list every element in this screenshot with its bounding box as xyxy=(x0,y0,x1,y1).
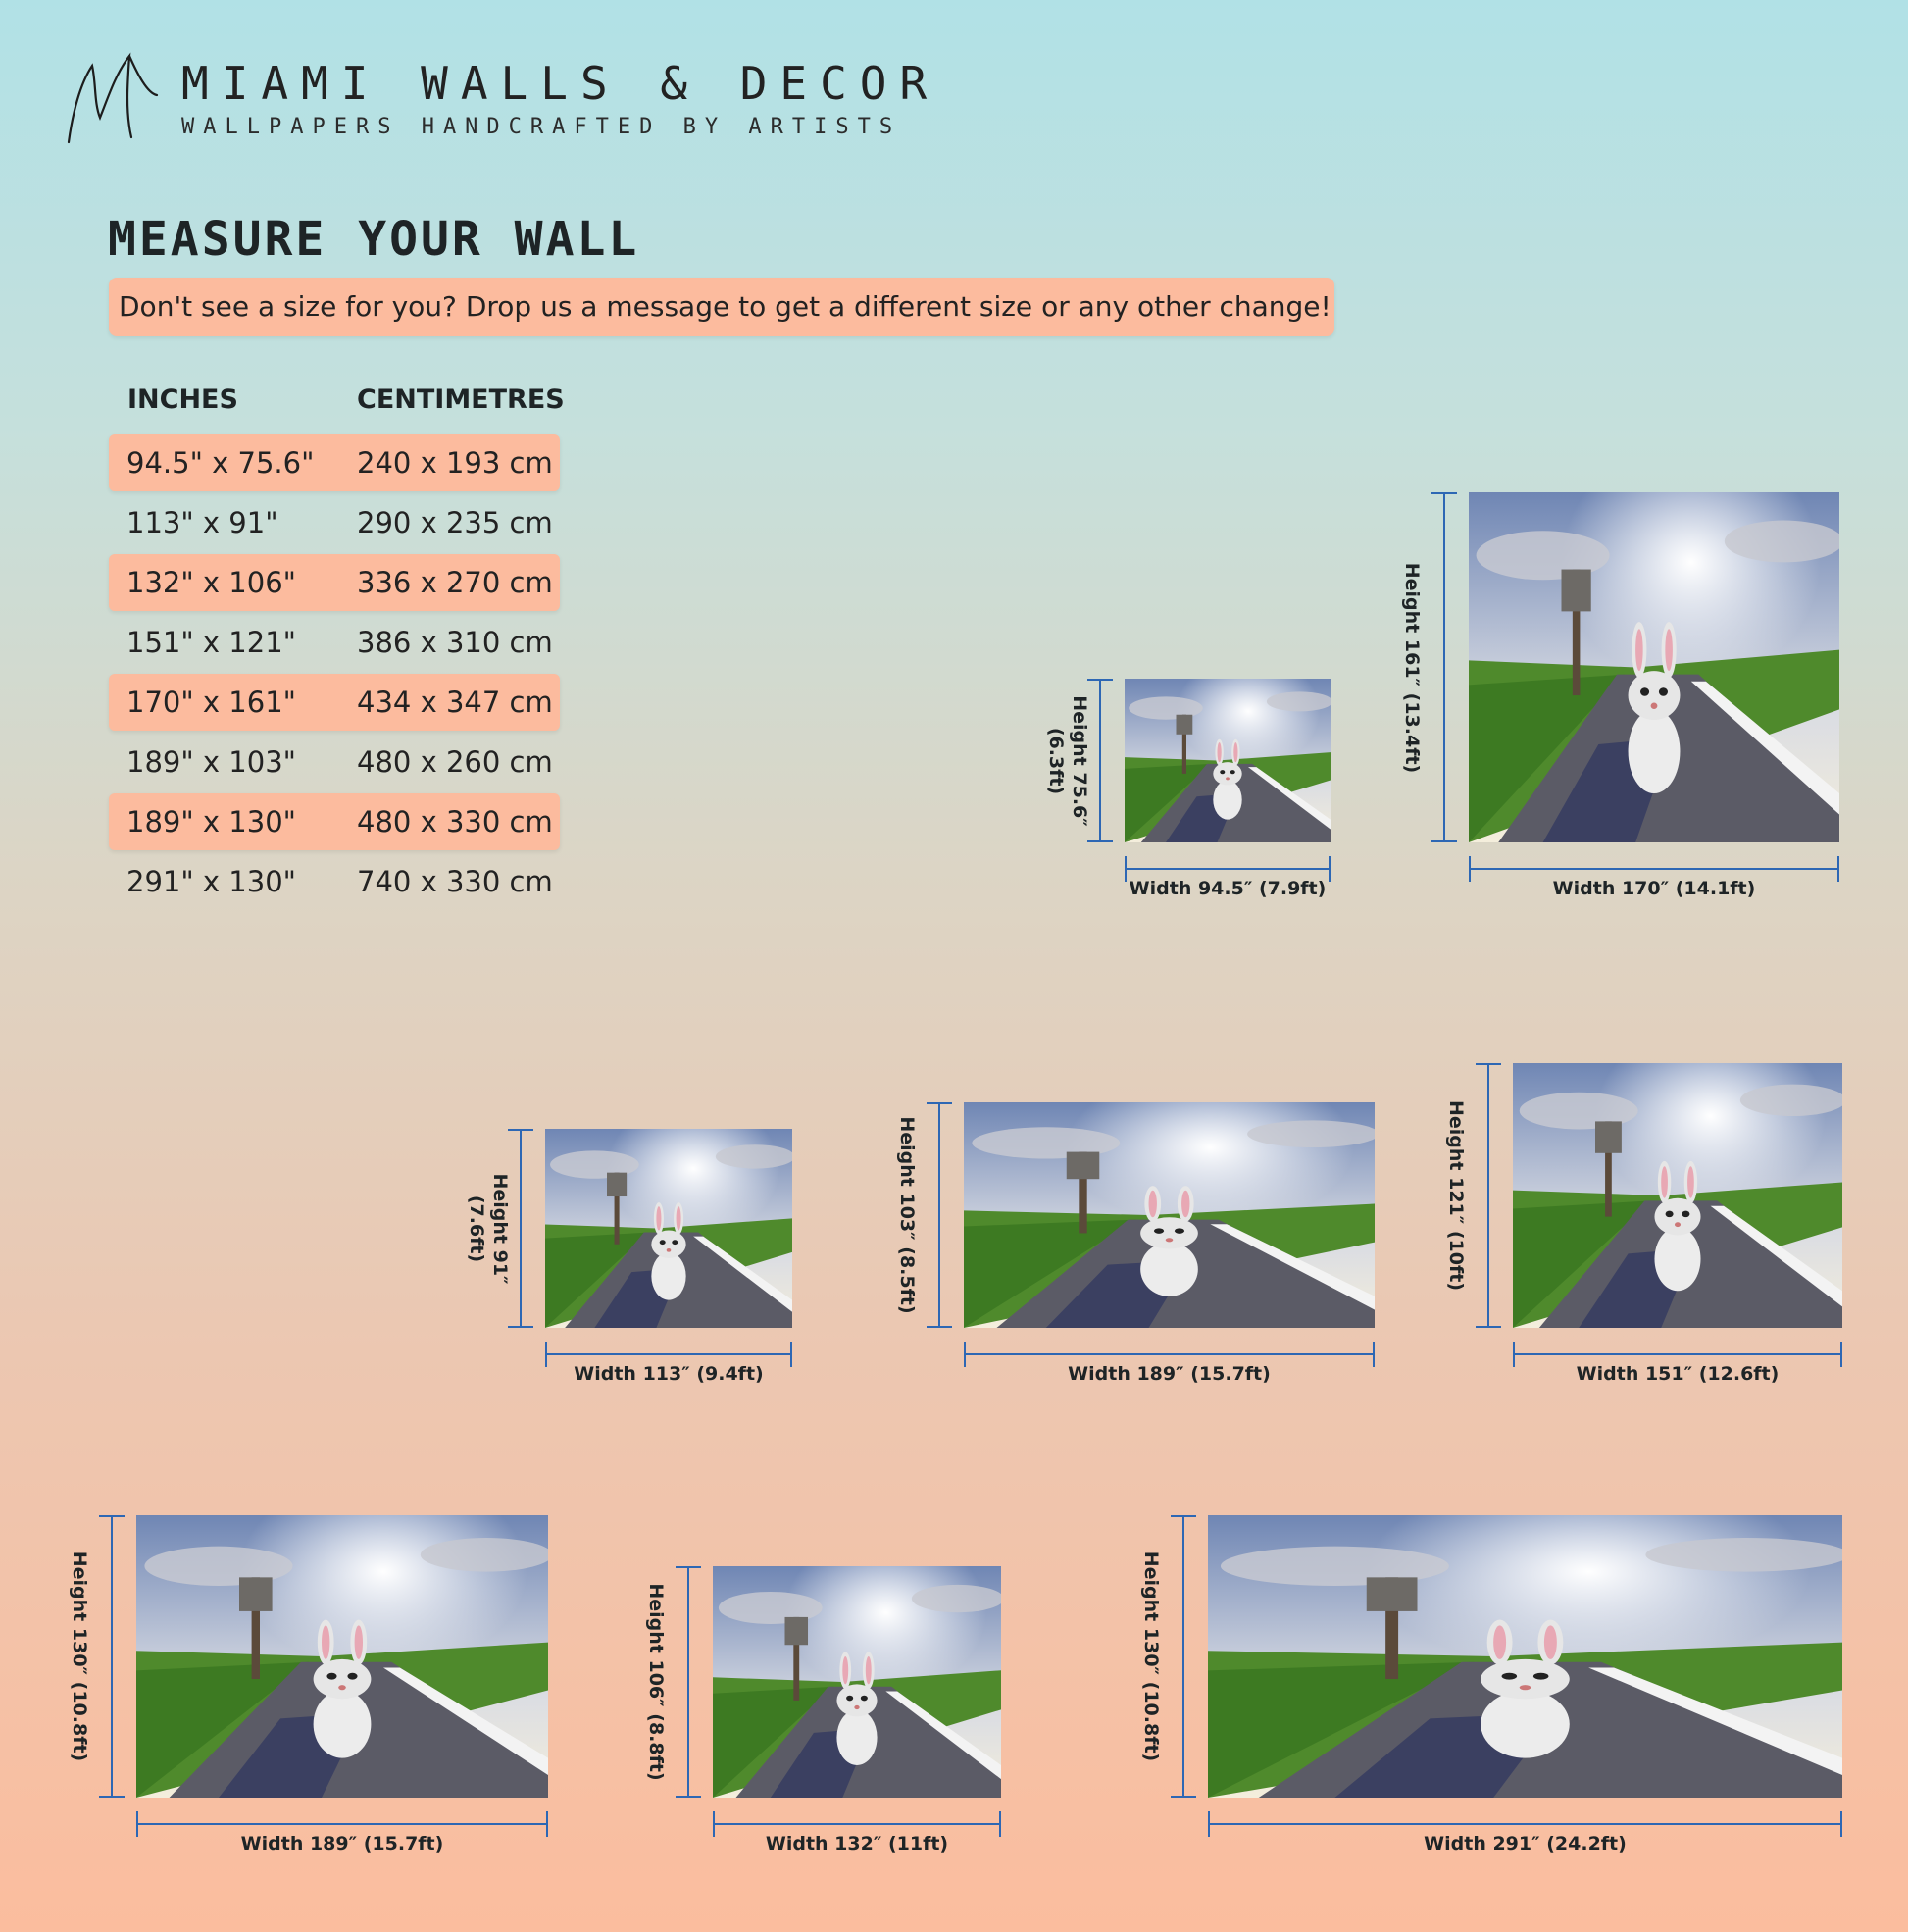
custom-size-notice: Don't see a size for you? Drop us a message to get a different size or any other change! xyxy=(109,278,1334,336)
height-tick xyxy=(1171,1796,1196,1798)
size-row xyxy=(109,734,560,790)
size-centimetres: 480 x 330 cm xyxy=(357,805,553,839)
height-label: Height 130″ (10.8ft) xyxy=(1140,1551,1162,1762)
height-dimension-line xyxy=(687,1566,689,1798)
height-tick xyxy=(1171,1515,1196,1517)
column-header-centimetres: CENTIMETRES xyxy=(357,384,565,415)
width-tick xyxy=(999,1811,1001,1837)
height-label: Height 91″ (7.6ft) xyxy=(466,1172,511,1285)
width-tick xyxy=(546,1811,548,1837)
height-dimension-line xyxy=(938,1102,940,1328)
height-tick xyxy=(927,1326,952,1328)
width-dimension-line xyxy=(136,1823,548,1825)
size-inches: 151" x 121" xyxy=(126,626,296,659)
height-dimension-line xyxy=(520,1129,522,1328)
bunny-wallpaper-image xyxy=(713,1566,1001,1798)
height-label: Height 103″ (8.5ft) xyxy=(896,1116,918,1314)
section-title: MEASURE YOUR WALL xyxy=(108,212,640,267)
width-tick xyxy=(1125,856,1127,882)
width-tick xyxy=(1208,1811,1210,1837)
width-label: Width 132″ (11ft) xyxy=(765,1833,949,1855)
bunny-wallpaper-image xyxy=(1513,1063,1842,1328)
height-tick xyxy=(676,1566,701,1568)
height-tick xyxy=(508,1129,533,1131)
size-centimetres: 386 x 310 cm xyxy=(357,626,553,659)
height-tick xyxy=(927,1102,952,1104)
size-centimetres: 290 x 235 cm xyxy=(357,506,553,539)
size-row xyxy=(109,793,560,850)
width-dimension-line xyxy=(1125,868,1331,870)
size-inches: 170" x 161" xyxy=(126,686,296,719)
size-row xyxy=(109,494,560,551)
height-tick xyxy=(99,1515,125,1517)
brand-name: MIAMI WALLS & DECOR xyxy=(181,57,940,110)
height-label: Height 75.6″ (6.3ft) xyxy=(1045,694,1090,827)
width-dimension-line xyxy=(1208,1823,1842,1825)
width-label: Width 151″ (12.6ft) xyxy=(1576,1363,1780,1385)
size-row xyxy=(109,614,560,671)
size-inches: 113" x 91" xyxy=(126,506,278,539)
bunny-wallpaper-image xyxy=(1208,1515,1842,1798)
size-inches: 132" x 106" xyxy=(126,566,296,599)
size-centimetres: 336 x 270 cm xyxy=(357,566,553,599)
height-dimension-line xyxy=(1443,492,1445,842)
height-label: Height 130″ (10.8ft) xyxy=(69,1551,90,1762)
width-label: Width 291″ (24.2ft) xyxy=(1424,1833,1627,1855)
height-tick xyxy=(1087,679,1113,681)
width-dimension-line xyxy=(1469,868,1839,870)
width-tick xyxy=(713,1811,715,1837)
height-dimension-line xyxy=(1487,1063,1489,1328)
size-inches: 189" x 103" xyxy=(126,745,296,779)
height-tick xyxy=(1476,1326,1501,1328)
width-tick xyxy=(964,1342,966,1367)
height-tick xyxy=(1087,840,1113,842)
size-row xyxy=(109,853,560,910)
width-tick xyxy=(1329,856,1331,882)
size-inches: 291" x 130" xyxy=(126,865,296,898)
bunny-wallpaper-image xyxy=(1469,492,1839,842)
height-tick xyxy=(1476,1063,1501,1065)
width-tick xyxy=(545,1342,547,1367)
height-tick xyxy=(99,1796,125,1798)
width-label: Width 94.5″ (7.9ft) xyxy=(1129,878,1327,899)
height-tick xyxy=(1431,492,1457,494)
size-inches: 189" x 130" xyxy=(126,805,296,839)
bunny-wallpaper-image xyxy=(1125,679,1331,842)
width-tick xyxy=(790,1342,792,1367)
monogram-m-icon xyxy=(59,44,167,152)
size-row xyxy=(109,674,560,731)
bunny-wallpaper-image xyxy=(545,1129,792,1328)
size-inches: 94.5" x 75.6" xyxy=(126,446,315,480)
height-tick xyxy=(1431,840,1457,842)
height-label: Height 121″ (10ft) xyxy=(1445,1099,1467,1292)
bunny-wallpaper-image xyxy=(136,1515,548,1798)
height-dimension-line xyxy=(111,1515,113,1798)
brand-logo xyxy=(59,44,940,152)
width-tick xyxy=(1513,1342,1515,1367)
height-tick xyxy=(676,1796,701,1798)
width-tick xyxy=(1840,1342,1842,1367)
width-dimension-line xyxy=(713,1823,1001,1825)
width-tick xyxy=(1469,856,1471,882)
width-tick xyxy=(1837,856,1839,882)
size-row xyxy=(109,434,560,491)
height-dimension-line xyxy=(1182,1515,1184,1798)
bunny-wallpaper-image xyxy=(964,1102,1375,1328)
width-label: Width 189″ (15.7ft) xyxy=(1068,1363,1271,1385)
width-tick xyxy=(1373,1342,1375,1367)
height-label: Height 106″ (8.8ft) xyxy=(645,1583,667,1781)
size-centimetres: 740 x 330 cm xyxy=(357,865,553,898)
width-dimension-line xyxy=(545,1353,792,1355)
column-header-inches: INCHES xyxy=(127,384,238,415)
width-dimension-line xyxy=(1513,1353,1842,1355)
size-centimetres: 480 x 260 cm xyxy=(357,745,553,779)
height-label: Height 161″ (13.4ft) xyxy=(1401,562,1423,773)
width-tick xyxy=(1840,1811,1842,1837)
width-label: Width 170″ (14.1ft) xyxy=(1552,878,1756,899)
size-row xyxy=(109,554,560,611)
height-tick xyxy=(508,1326,533,1328)
width-label: Width 113″ (9.4ft) xyxy=(574,1363,764,1385)
size-centimetres: 434 x 347 cm xyxy=(357,686,553,719)
width-label: Width 189″ (15.7ft) xyxy=(240,1833,444,1855)
width-tick xyxy=(136,1811,138,1837)
brand-tagline: WALLPAPERS HANDCRAFTED BY ARTISTS xyxy=(181,115,902,139)
width-dimension-line xyxy=(964,1353,1375,1355)
size-centimetres: 240 x 193 cm xyxy=(357,446,553,480)
height-dimension-line xyxy=(1099,679,1101,842)
